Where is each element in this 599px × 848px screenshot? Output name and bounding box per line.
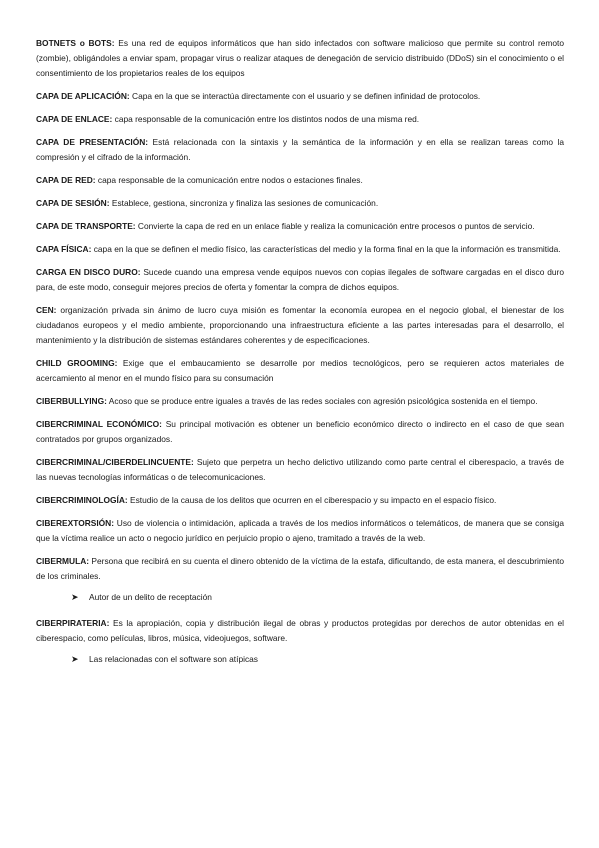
definition: Es una red de equipos informáticos que han sido infectados con software malicioso que permite su control remoto (zombie), obligándoles a enviar spam, propagar virus o realizar ataques de denegación de servicio distribuido (DDoS) sin el conocimiento o el consentimiento de los propietarios reales de los equipos <box>36 38 565 78</box>
term: CHILD GROOMING: <box>36 358 118 368</box>
glossary-entry-capa-red <box>36 173 564 188</box>
definition: Persona que recibirá en su cuenta el dinero obtenido de la víctima de la estafa, dificultando, de esta manera, el descubrimiento de los criminales. <box>36 556 564 581</box>
definition: Capa en la que se interactúa directamente con el usuario y se definen infinidad de protocolos. <box>129 91 481 101</box>
term: CAPA DE APLICACIÓN: <box>36 91 130 101</box>
arrow-bullet-icon: ➤ <box>71 654 79 664</box>
glossary-entry-capa-aplicacion <box>36 89 564 104</box>
glossary-entry-carga-disco-duro <box>36 265 564 295</box>
glossary-entry-ciberbullying <box>36 394 564 409</box>
bullet-text: Autor de un delito de receptación <box>89 592 212 602</box>
glossary-entry-capa-enlace <box>36 112 564 127</box>
bullet-text: Las relacionadas con el software son atípicas <box>89 654 258 664</box>
term: CIBERCRIMINAL ECONÓMICO: <box>36 419 162 429</box>
glossary-entry-capa-transporte <box>36 219 564 234</box>
term: BOTNETS o BOTS: <box>36 38 115 48</box>
term: CAPA DE TRANSPORTE: <box>36 221 136 231</box>
term: CIBERCRIMINOLOGÍA: <box>36 495 128 505</box>
term: CARGA EN DISCO DURO: <box>36 267 141 277</box>
list-item <box>71 652 564 667</box>
definition: Uso de violencia o intimidación, aplicada a través de los medios informáticos o telemáticos, de manera que se consiga que la víctima realice un acto o negocio jurídico en perjuicio propio o ajeno, tramitado a través de la web. <box>36 518 564 543</box>
definition: Estudio de la causa de los delitos que ocurren en el ciberespacio y su impacto en el espacio físico. <box>127 495 497 505</box>
term: CEN: <box>36 305 57 315</box>
glossary-entry-child-grooming <box>36 356 564 386</box>
document-page <box>36 36 564 678</box>
term: CIBERPIRATERIA: <box>36 618 110 628</box>
term: CAPA DE RED: <box>36 175 96 185</box>
glossary-entry-capa-fisica <box>36 242 564 257</box>
term: CAPA DE ENLACE: <box>36 114 113 124</box>
definition: Establece, gestiona, sincroniza y finaliza las sesiones de comunicación. <box>109 198 379 208</box>
term: CIBERCRIMINAL/CIBERDELINCUENTE: <box>36 457 194 467</box>
glossary-entry-cibermula <box>36 554 564 584</box>
term: CIBEREXTORSIÓN: <box>36 518 115 528</box>
definition: Convierte la capa de red en un enlace fiable y realiza la comunicación entre procesos o puntos de servicio. <box>135 221 535 231</box>
term: CAPA FÍSICA: <box>36 244 92 254</box>
definition: Exige que el embaucamiento se desarrolle por medios tecnológicos, pero se requieren actos materiales de acercamiento al menor en el mundo físico para su consumación <box>36 358 564 383</box>
glossary-entry-capa-presentacion <box>36 135 564 165</box>
glossary-entry-ciberextorsion <box>36 516 564 546</box>
glossary-entry-cibercriminal-economico <box>36 417 564 447</box>
definition: organización privada sin ánimo de lucro cuya misión es fomentar la economía europea en el negocio global, el bienestar de los ciudadanos europeos y el medio ambiente, proporcionando una infraestructura eficiente a las partes interesadas para el desarrollo, el mantenimiento y la distribución de sistemas estándares coherentes y de especificaciones. <box>36 305 564 345</box>
arrow-bullet-icon: ➤ <box>71 592 79 602</box>
glossary-entry-cibercriminal-ciberdelincuente <box>36 455 564 485</box>
definition: Está relacionada con la sintaxis y la semántica de la información y en ella se realizan tareas como la compresión y el cifrado de la información. <box>36 137 564 162</box>
list-item <box>71 590 564 605</box>
glossary-entry-cibercriminologia <box>36 493 564 508</box>
glossary-entry-ciberpirateria <box>36 616 564 646</box>
term: CIBERBULLYING: <box>36 396 107 406</box>
definition: Es la apropiación, copia y distribución ilegal de obras y productos protegidas por derechos de autor obtenidas en el ciberespacio, como películas, libros, música, videojuegos, software. <box>36 618 564 643</box>
glossary-entry-botnets <box>36 36 564 81</box>
glossary-entry-cen <box>36 303 564 348</box>
term: CIBERMULA: <box>36 556 90 566</box>
definition: Su principal motivación es obtener un beneficio económico directo o indirecto en el caso de que sean contratados por grupos organizados. <box>36 419 564 444</box>
definition: Sujeto que perpetra un hecho delictivo utilizando como parte central el ciberespacio, a través de las nuevas tecnologías informáticas o de telecomunicaciones. <box>36 457 564 482</box>
definition: capa responsable de la comunicación entre nodos o estaciones finales. <box>95 175 363 185</box>
definition: Sucede cuando una empresa vende equipos nuevos con copias ilegales de software cargadas en el disco duro para, de este modo, conseguir mejores precios de oferta y fomentar la compra de dichos equipos. <box>36 267 564 292</box>
definition: capa responsable de la comunicación entre los distintos nodos de una misma red. <box>112 114 420 124</box>
glossary-entry-capa-sesion <box>36 196 564 211</box>
definition: capa en la que se definen el medio físico, las características del medio y la forma final en la que la información es transmitida. <box>91 244 561 254</box>
term: CAPA DE SESIÓN: <box>36 198 110 208</box>
definition: Acoso que se produce entre iguales a través de las redes sociales con agresión psicológica sostenida en el tiempo. <box>106 396 538 406</box>
term: CAPA DE PRESENTACIÓN: <box>36 137 149 147</box>
